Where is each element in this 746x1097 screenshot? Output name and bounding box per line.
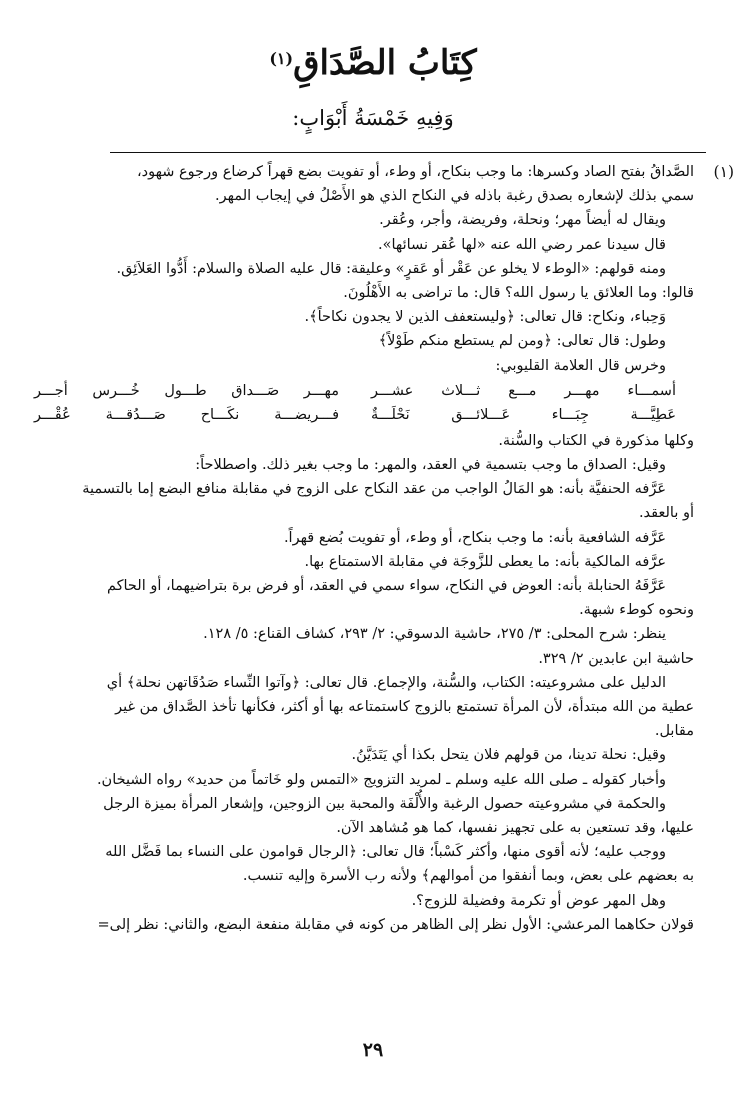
footnote-line: حاشية ابن عابدين ٢/ ٣٢٩. xyxy=(538,650,694,667)
chapter-subtitle: وَفِيهِ خَمْسَةُ أَبْوَابٍ: xyxy=(292,106,454,130)
footnote-line: مقابل. xyxy=(654,723,694,740)
footnote-line: عَرَّفه الحنفيَّة بأنه: هو المَالُ الواجب من عقد النكاح على الزوج في مقابلة منافع البضع إما بالتسمية xyxy=(82,481,666,498)
poem-verse xyxy=(10,379,694,428)
page-number: ٢٩ xyxy=(362,1039,384,1061)
chapter-title-text: كِتَابُ الصَّدَاقِ xyxy=(293,43,477,83)
verse-row-2 xyxy=(10,403,694,427)
footnote-line: وقيل: الصداق ما وجب بتسمية في العقد، والمهر: ما وجب بغير ذلك. واصطلاحاً: xyxy=(195,457,666,474)
footnote-line: ومنه قولهم: «الوطء لا يخلو عن عَقْر أو عَقرٍ» وعليقة: قال عليه الصلاة والسلام: أَدُّوا العَلاَئِق. xyxy=(116,260,666,277)
footnote-line: عَرَّفَهُ الحنابلة بأنه: العوض في النكاح، سواء سمي في العقد، أو فرض برة بتراضيهما، أو الحاكم xyxy=(106,578,666,595)
footnote-line: به بعضهم على بعض، وبما أنفقوا من أموالهم﴾ ولأنه رب الأسرة وإليه تنسب. xyxy=(242,868,694,885)
footnote-line: عليها، وقد تستعين به على تجهيز نفسها، كما هو مُشاهد الآن. xyxy=(336,820,694,837)
chapter-title xyxy=(0,38,746,88)
footnote-marker: (١) xyxy=(713,163,734,181)
footnote-line: عَرَّفه الشافعية بأنه: ما وجب بنكاح، أو وطء، أو تفويت بُضع قهراً. xyxy=(283,529,666,546)
footnote-lines-part-2 xyxy=(10,429,694,937)
verse-row-1 xyxy=(10,379,694,403)
footnote-line: وكلها مذكورة في الكتاب والسُّنة. xyxy=(498,432,694,449)
footnote-line: الصَّداقُ بفتح الصاد وكسرها: ما وجب بنكاح، أو وطء، أو تفويت بضع قهراً كرضاع ورجوع شهود، xyxy=(136,164,694,180)
footnote-line: ووجب عليه؛ لأنه أقوى منها، وأكثر كَسْباً؛ قال تعالى: ﴿الرجال قوامون على النساء بما فَضَّل الله xyxy=(105,844,666,861)
footnote-line: عطية من الله مبتدأة، لأن المرأة تستمتع بالزوج كاستمتاعه بها أو أكثر، فكأنها تأخذ الصَّداق من غير xyxy=(115,699,694,716)
verse-hemistich-right-2: عَطِيَّـــة جِبَـــاء عَـــلائـــق نَحْلَـــةٌ xyxy=(371,406,676,423)
footnote-line: عرَّفه المالكية بأنه: ما يعطى للزَّوجَة في مقابلة الاستمتاع بها. xyxy=(304,553,666,570)
footnote-separator xyxy=(110,152,706,153)
footnote-line: ينظر: شرح المحلى: ٣/ ٢٧٥، حاشية الدسوقي: ٢/ ٢٩٣، كشاف القناع: ٥/ ١٢٨. xyxy=(203,626,666,643)
verse-hemistich-left-1: مهـــر صَـــداق طـــول خُـــرس أجـــر xyxy=(34,382,339,399)
verse-hemistich-right-1: أسمـــاء مهـــر مـــع ثـــلاث عشـــر xyxy=(371,382,676,399)
footnote-line: قالوا: وما العلائق يا رسول الله؟ قال: ما تراضى به الأَهْلُونَ. xyxy=(343,285,694,302)
footnote-line: ويقال له أيضاً مهر؛ ونحلة، وفريضة، وأجر، وعُقر. xyxy=(379,212,666,229)
footnote-line: وخرس قال العلامة القليوبي: xyxy=(495,357,666,374)
footnote-line: قولان حكاهما المرعشي: الأول نظر إلى الظاهر من كونه في مقابلة منفعة البضع، والثاني: نظر إلى= xyxy=(97,916,694,933)
footnote-line: سمي بذلك لإشعاره بصدق رغبة باذله في النكاح الذي هو الأَصْلُ في إيجاب المهر. xyxy=(215,188,694,205)
verse-hemistich-left-2: فـــريضـــة نكَـــاح صَـــدُقـــة عُقْـــر xyxy=(34,406,339,423)
footnote-body xyxy=(10,160,694,937)
footnote-line: ونحوه كوطء شبهة. xyxy=(579,602,694,619)
footnote-line: قال سيدنا عمر رضي الله عنه «لها عُقر نسائها». xyxy=(378,236,666,253)
footnote-line: وقيل: نحلة تدينا، من قولهم فلان يتحل بكذا أي يَتَدَيَّنُ. xyxy=(351,747,666,764)
footnote-line: والحكمة في مشروعيته حصول الرغبة والأُلْفَة والمحبة بين الزوجين، وإشعار المرأة بميزة الرجل xyxy=(103,795,666,812)
footnote-line: وَحِباء، ونكاح: قال تعالى: ﴿وليستعفف الذين لا يجدون نكاحاً﴾. xyxy=(304,309,666,326)
footnote-lines-part-1 xyxy=(10,160,694,378)
footnote-line: الدليل على مشروعيته: الكتاب، والسُّنة، والإجماع. قال تعالى: ﴿وآتوا النِّساء صَدُقَاتهن نحلة﴾ أي xyxy=(106,674,666,691)
footnote-line: وطول: قال تعالى: ﴿ومن لم يستطع منكم طَوْلاً﴾ xyxy=(378,333,666,350)
footnote-line: وأخبار كقوله ـ صلى الله عليه وسلم ـ لمريد التزويج «التمس ولو خَاتماً من حديد» رواه الشيخان. xyxy=(96,771,666,788)
title-footnote-ref: (١) xyxy=(269,49,294,68)
footnote-line: وهل المهر عوض أو تكرمة وفضيلة للزوج؟. xyxy=(411,892,666,909)
footnote-line: أو بالعقد. xyxy=(638,505,694,522)
